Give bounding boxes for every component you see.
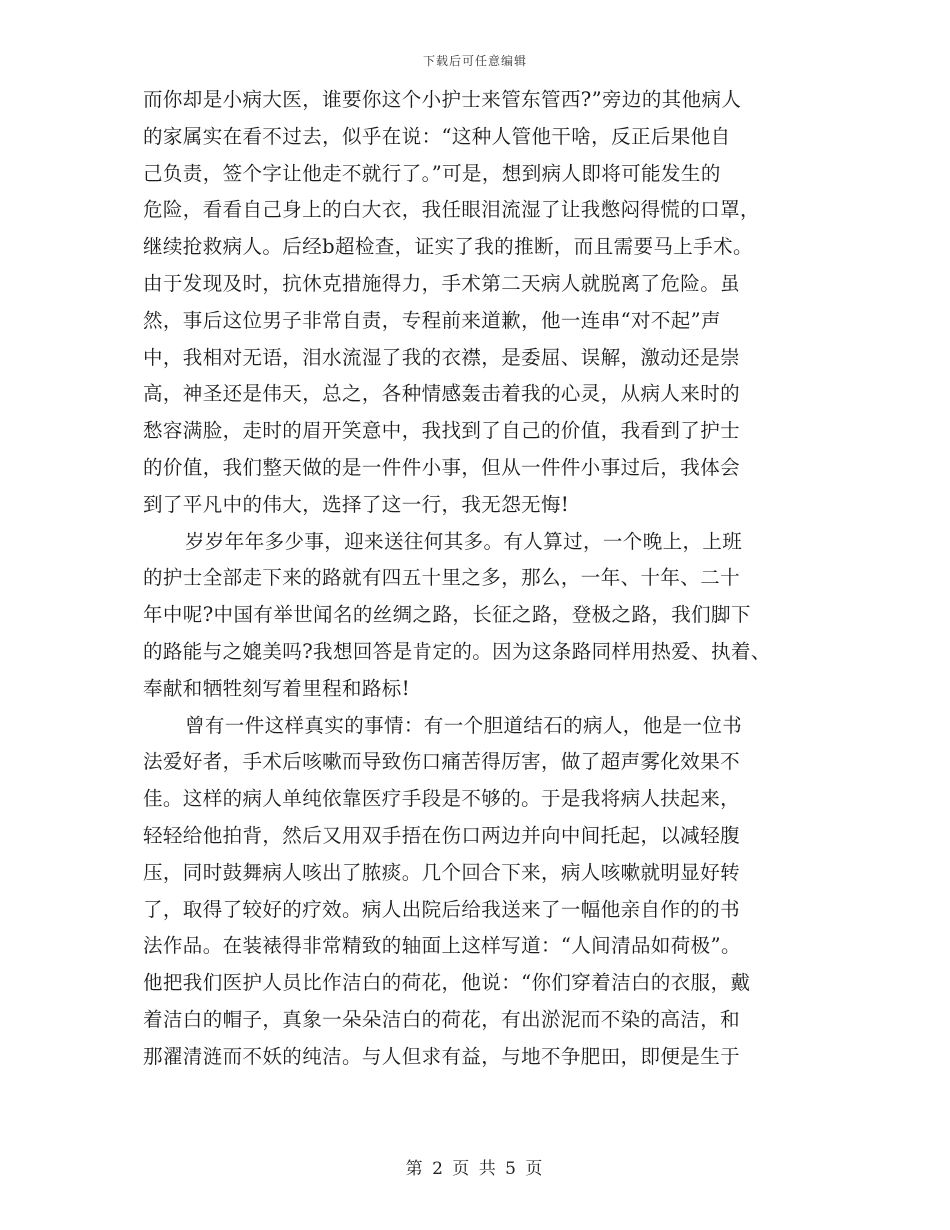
- page-footer: 第 2 页 共 5 页: [405, 1159, 545, 1179]
- text-line: 己负责，签个字让他走不就行了。”可是，想到病人即将可能发生的: [143, 161, 721, 185]
- paragraph-start-line: 岁岁年年多少事，迎来送往何其多。有人算过，一个晚上，上班: [185, 529, 743, 553]
- text-line: 佳。这样的病人单纯依靠医疗手段是不够的。于是我将病人扶起来，: [143, 787, 741, 811]
- text-line: 的价值，我们整天做的是一件件小事，但从一件件小事过后，我体会: [143, 455, 741, 479]
- body-text: [143, 82, 813, 1076]
- text-line: 继续抢救病人。后经b超检查，证实了我的推断，而且需要马上手术。: [143, 235, 753, 259]
- text-line: 中，我相对无语，泪水流湿了我的衣襟，是委屈、误解，激动还是崇: [143, 345, 741, 369]
- text-line: 了，取得了较好的疗效。病人出院后给我送来了一幅他亲自作的的书: [143, 897, 741, 921]
- text-line: 年中呢?中国有举世闻名的丝绸之路，长征之路，登极之路，我们脚下: [143, 603, 751, 627]
- text-line: 高，神圣还是伟天，总之，各种情感轰击着我的心灵，从病人来时的: [143, 382, 741, 406]
- text-line: 轻轻给他拍背，然后又用双手捂在伤口两边并向中间托起，以减轻腹: [143, 823, 741, 847]
- text-line: 着洁白的帽子，真象一朵朵洁白的荷花，有出淤泥而不染的高洁，和: [143, 1007, 741, 1031]
- text-line: 的家属实在看不过去，似乎在说：“这种人管他干啥，反正后果他自: [143, 124, 731, 148]
- text-line: 危险，看看自己身上的白大衣，我任眼泪流湿了让我憋闷得慌的口罩，: [143, 198, 760, 222]
- text-line: 的护士全部走下来的路就有四五十里之多，那么，一年、十年、二十: [143, 566, 741, 590]
- text-line: 奉献和牺牲刻写着里程和路标!: [143, 676, 410, 700]
- text-line: 的路能与之媲美吗?我想回答是肯定的。因为这条路同样用热爱、执着、: [143, 639, 771, 663]
- text-line: 法爱好者，手术后咳嗽而导致伤口痛苦得厉害，做了超声雾化效果不: [143, 750, 741, 774]
- page-header: 下载后可任意编辑: [422, 54, 527, 68]
- text-line: 到了平凡中的伟大，选择了这一行，我无怨无悔!: [143, 492, 570, 516]
- text-line: 法作品。在装裱得非常精致的轴面上这样写道：“人间清品如荷极”。: [143, 934, 741, 958]
- text-line: 那濯清涟而不妖的纯洁。与人但求有益，与地不争肥田，即便是生于: [143, 1044, 741, 1068]
- text-line: 他把我们医护人员比作洁白的荷花，他说：“你们穿着洁白的衣服，戴: [143, 971, 751, 995]
- text-line: 压，同时鼓舞病人咳出了脓痰。几个回合下来，病人咳嗽就明显好转: [143, 860, 741, 884]
- paragraph-start-line: 曾有一件这样真实的事情：有一个胆道结石的病人，他是一位书: [185, 713, 743, 737]
- text-line: 然，事后这位男子非常自责，专程前来道歉，他一连串“对不起”声: [143, 308, 721, 332]
- text-line: 由于发现及时，抗休克措施得力，手术第二天病人就脱离了危险。虽: [143, 271, 741, 295]
- text-line: 而你却是小病大医，谁要你这个小护士来管东管西?”旁边的其他病人: [143, 88, 742, 111]
- text-line: 愁容满脸，走时的眉开笑意中，我找到了自己的价值，我看到了护士: [143, 419, 741, 443]
